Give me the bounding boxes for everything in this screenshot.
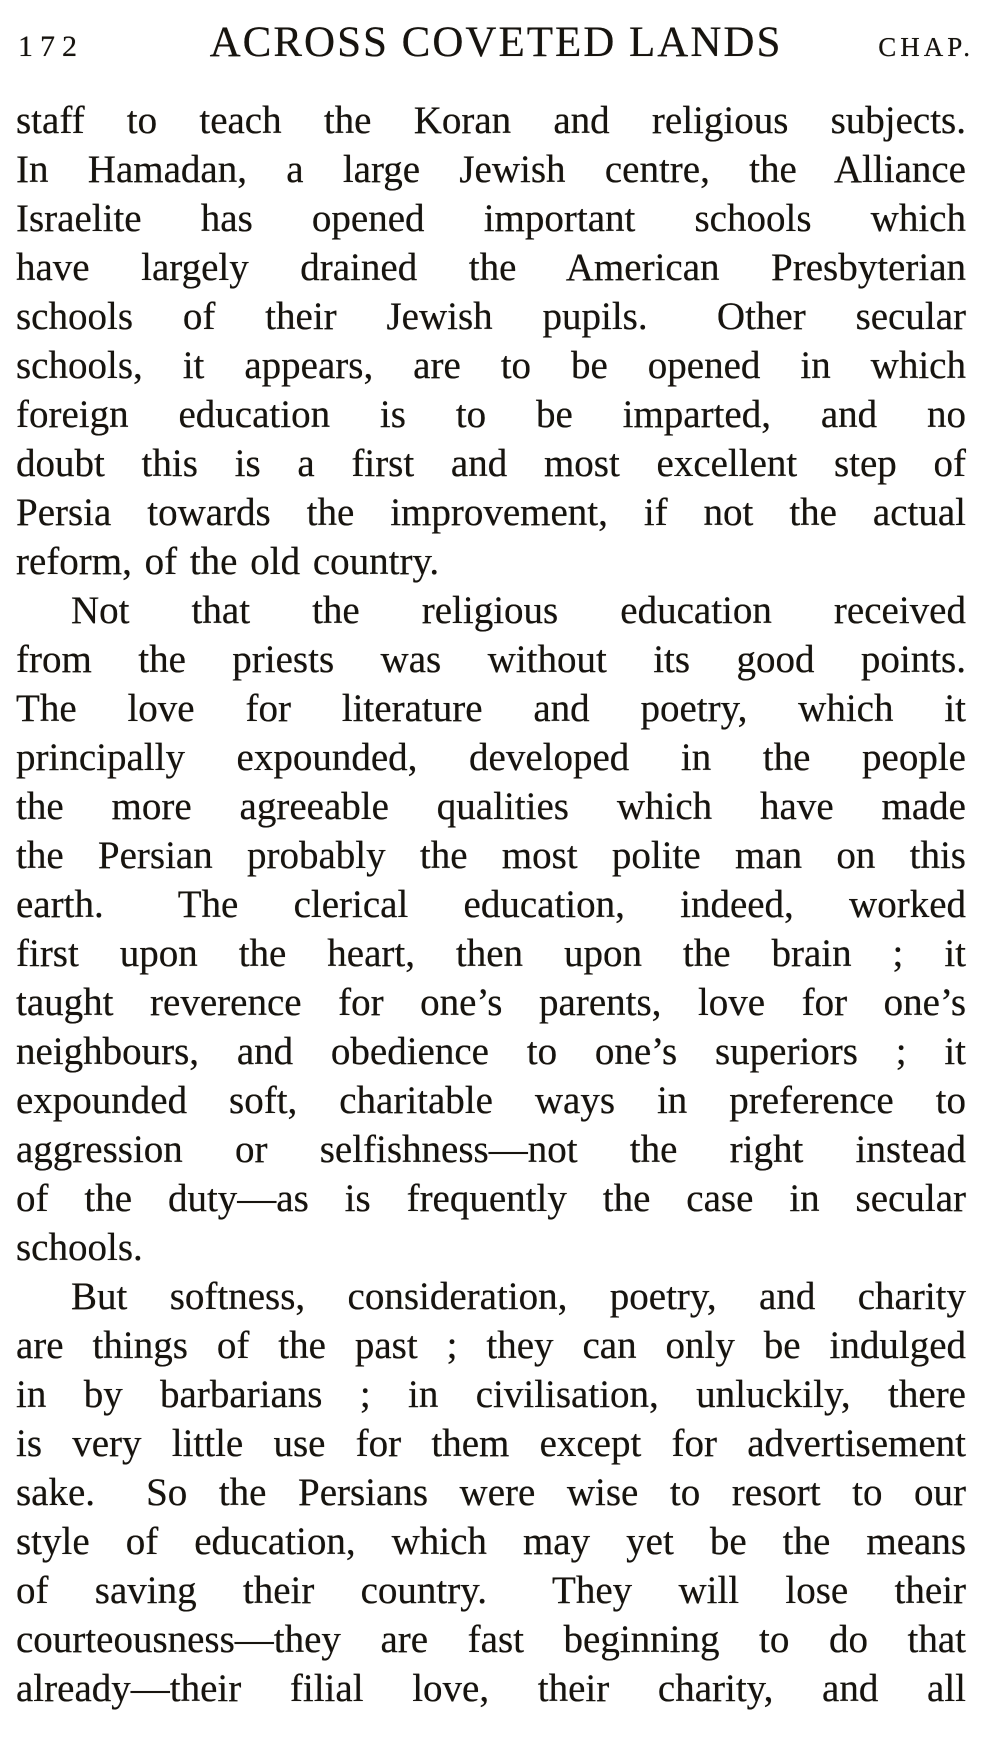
page-body	[16, 96, 966, 1713]
text-line: foreign education is to be imparted, and no	[16, 393, 966, 436]
text-line: sake. So the Persians were wise to resort to our	[16, 1471, 966, 1514]
running-title: ACROSS COVETED LANDS	[209, 19, 783, 66]
text-line: of the duty—as is frequently the case in secular	[16, 1177, 966, 1220]
text-line: style of education, which may yet be the means	[16, 1520, 966, 1563]
text-line: in by barbarians ; in civilisation, unluckily, there	[16, 1373, 966, 1416]
text-line: the Persian probably the most polite man on this	[16, 834, 966, 877]
text-line: is very little use for them except for advertisement	[16, 1422, 966, 1465]
text-line: aggression or selfishness—not the right instead	[16, 1128, 966, 1171]
text-line: The love for literature and poetry, which it	[16, 687, 966, 730]
text-line: from the priests was without its good points.	[16, 638, 966, 681]
text-line: are things of the past ; they can only be indulged	[16, 1324, 966, 1367]
text-line: taught reverence for one’s parents, love for one’s	[16, 981, 966, 1024]
text-line: first upon the heart, then upon the brain ; it	[16, 932, 966, 975]
page-number: 172	[18, 30, 84, 63]
text-line: expounded soft, charitable ways in preference to	[16, 1079, 966, 1122]
text-line: earth. The clerical education, indeed, worked	[16, 883, 966, 926]
text-line: staff to teach the Koran and religious subjects.	[16, 99, 966, 142]
text-line: In Hamadan, a large Jewish centre, the Alliance	[16, 148, 966, 191]
text-line: neighbours, and obedience to one’s superiors ; it	[16, 1030, 966, 1073]
text-line: already—their filial love, their charity, and all	[16, 1667, 966, 1710]
text-line: courteousness—they are fast beginning to do that	[16, 1618, 966, 1661]
text-line: have largely drained the American Presbyterian	[16, 246, 966, 289]
text-line: schools of their Jewish pupils. Other secular	[16, 295, 966, 338]
text-line: Not that the religious education received	[71, 589, 966, 632]
text-line: Israelite has opened important schools which	[16, 197, 966, 240]
text-line: schools.	[16, 1226, 143, 1269]
text-line: doubt this is a first and most excellent step of	[16, 442, 966, 485]
text-line: Persia towards the improvement, if not the actual	[16, 491, 966, 534]
text-line: schools, it appears, are to be opened in which	[16, 344, 966, 387]
text-line: principally expounded, developed in the people	[16, 736, 966, 779]
text-line: the more agreeable qualities which have made	[16, 785, 966, 828]
text-line: of saving their country. They will lose their	[16, 1569, 966, 1612]
page-header	[18, 18, 974, 67]
text-line: But softness, consideration, poetry, and charity	[71, 1275, 966, 1318]
text-line: reform, of the old country.	[16, 540, 440, 583]
chapter-label: CHAP.	[878, 32, 974, 62]
